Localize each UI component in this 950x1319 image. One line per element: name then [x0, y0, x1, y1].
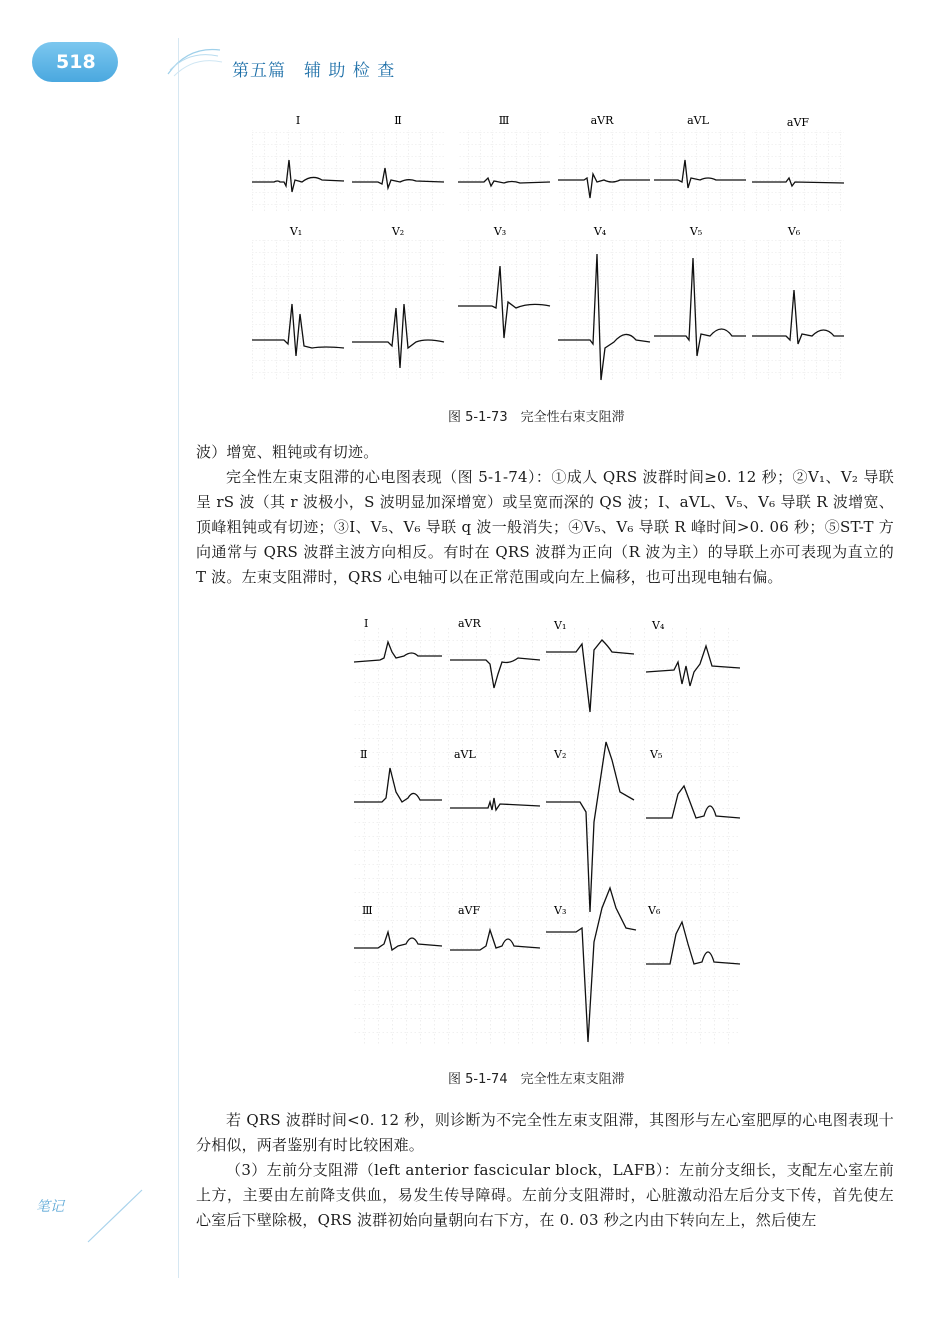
text-paragraph-lafb: （3）左前分支阻滞（left anterior fascicular block，LAFB）：左前分支细长，支配左心室左前上方，主要由左前降支供血，易发生传导障碍。左前分支阻滞时，心脏激动沿左后分支下传，首先使左心室后下壁除极，QRS 波群初始向量朝向右下方，在 0. 03 秒之内由下转向左上，然后使左 — [196, 1161, 894, 1229]
lead-label-ii: Ⅱ — [394, 114, 402, 127]
lead-label-lbbb-i: Ⅰ — [364, 617, 369, 630]
ecg-panel-lead-avf — [752, 116, 844, 212]
margin-note-line — [86, 1186, 146, 1246]
lead-label-lbbb-v2: V₂ — [554, 748, 567, 761]
lead-label-v5: V₅ — [689, 225, 703, 238]
lead-label-lbbb-avl: aVL — [454, 748, 476, 761]
ecg-panel-lead-i — [252, 114, 344, 212]
margin-rule — [178, 38, 179, 1278]
figure-caption-5-1-74: 图 5-1-74 完全性左束支阻滞 — [448, 1072, 625, 1087]
lead-label-avr: aVR — [590, 114, 614, 127]
lead-label-iii: Ⅲ — [498, 114, 510, 127]
ecg-figure-lbbb — [350, 612, 750, 1052]
text-paragraph-incomplete-lbbb: 若 QRS 波群时间<0. 12 秒，则诊断为不完全性左束支阻滞，其图形与左心室肥厚的心电图表现十分相似，两者鉴别有时比较困难。 — [196, 1111, 894, 1154]
lead-label-lbbb-v6: V₆ — [648, 904, 661, 917]
lead-label-avl: aVL — [687, 114, 709, 127]
section-title: 第五篇 辅 助 检 查 — [232, 61, 396, 81]
text-paragraph-lbbb: 完全性左束支阻滞的心电图表现（图 5-1-74）：①成人 QRS 波群时间≥0. 12 秒；②V₁、V₂ 导联呈 rS 波（其 r 波极小，S 波明显加深增宽）或呈宽而深的 QS 波；Ⅰ、aVL、V₅、V₆ 导联 R 波增宽、顶峰粗钝或有切迹；③Ⅰ、V₅、V₆ 导联 q 波一般消失；④V₅、V₆ 导联 R 峰时间>0. 06 秒；⑤ST-T 方向通常与 QRS 波群主波方向相反。有时在 QRS 波群为正向（R 波为主）的导联上亦可表现为直立的 T 波。左束支阻滞时，QRS 心电轴可以在正常范围或向左上偏移，也可出现电轴右偏。 — [196, 468, 894, 586]
lead-label-v6: V₆ — [787, 225, 801, 238]
ecg-panel-lead-v2 — [352, 225, 444, 380]
lead-label-lbbb-avr: aVR — [458, 617, 481, 630]
body-text-1 — [196, 440, 894, 590]
lead-label-v1: V₁ — [289, 225, 303, 238]
lead-label-lbbb-v3: V₃ — [554, 904, 567, 917]
lead-label-lbbb-ii: Ⅱ — [360, 748, 368, 761]
lead-label-v2: V₂ — [391, 225, 405, 238]
ecg-panel-lead-ii — [352, 114, 444, 212]
ecg-panel-lead-avr — [558, 114, 650, 212]
ecg-panel-lead-v3 — [458, 225, 550, 380]
ecg-panel-lead-avl — [654, 114, 746, 212]
ecg-panel-lead-v4 — [558, 225, 650, 380]
lead-label-lbbb-avf: aVF — [458, 904, 481, 917]
page-number-badge: 518 — [32, 42, 118, 82]
figure-caption-5-1-73: 图 5-1-73 完全性右束支阻滞 — [448, 410, 625, 425]
lead-label-lbbb-iii: Ⅲ — [362, 904, 373, 917]
lead-label-lbbb-v1: V₁ — [554, 619, 567, 632]
body-text-2 — [196, 1108, 894, 1233]
lead-label-v4: V₄ — [593, 225, 607, 238]
ecg-panel-lead-iii — [458, 114, 550, 212]
ecg-figure-rbbb — [240, 108, 850, 390]
lead-label-avf: aVF — [786, 116, 810, 129]
ecg-panel-lead-v1 — [252, 225, 344, 380]
lead-label-lbbb-v4: V₄ — [652, 619, 665, 632]
lead-label-lbbb-v5: V₅ — [650, 748, 663, 761]
margin-note-label: 笔记 — [36, 1199, 64, 1215]
header-swirl-decoration — [164, 40, 224, 80]
ecg-panel-lead-v6 — [752, 225, 844, 380]
text-line-continued: 波）增宽、粗钝或有切迹。 — [196, 443, 379, 461]
lead-label-v3: V₃ — [493, 225, 507, 238]
ecg-panel-lead-v5 — [654, 225, 746, 380]
lead-label-i: Ⅰ — [295, 114, 301, 127]
